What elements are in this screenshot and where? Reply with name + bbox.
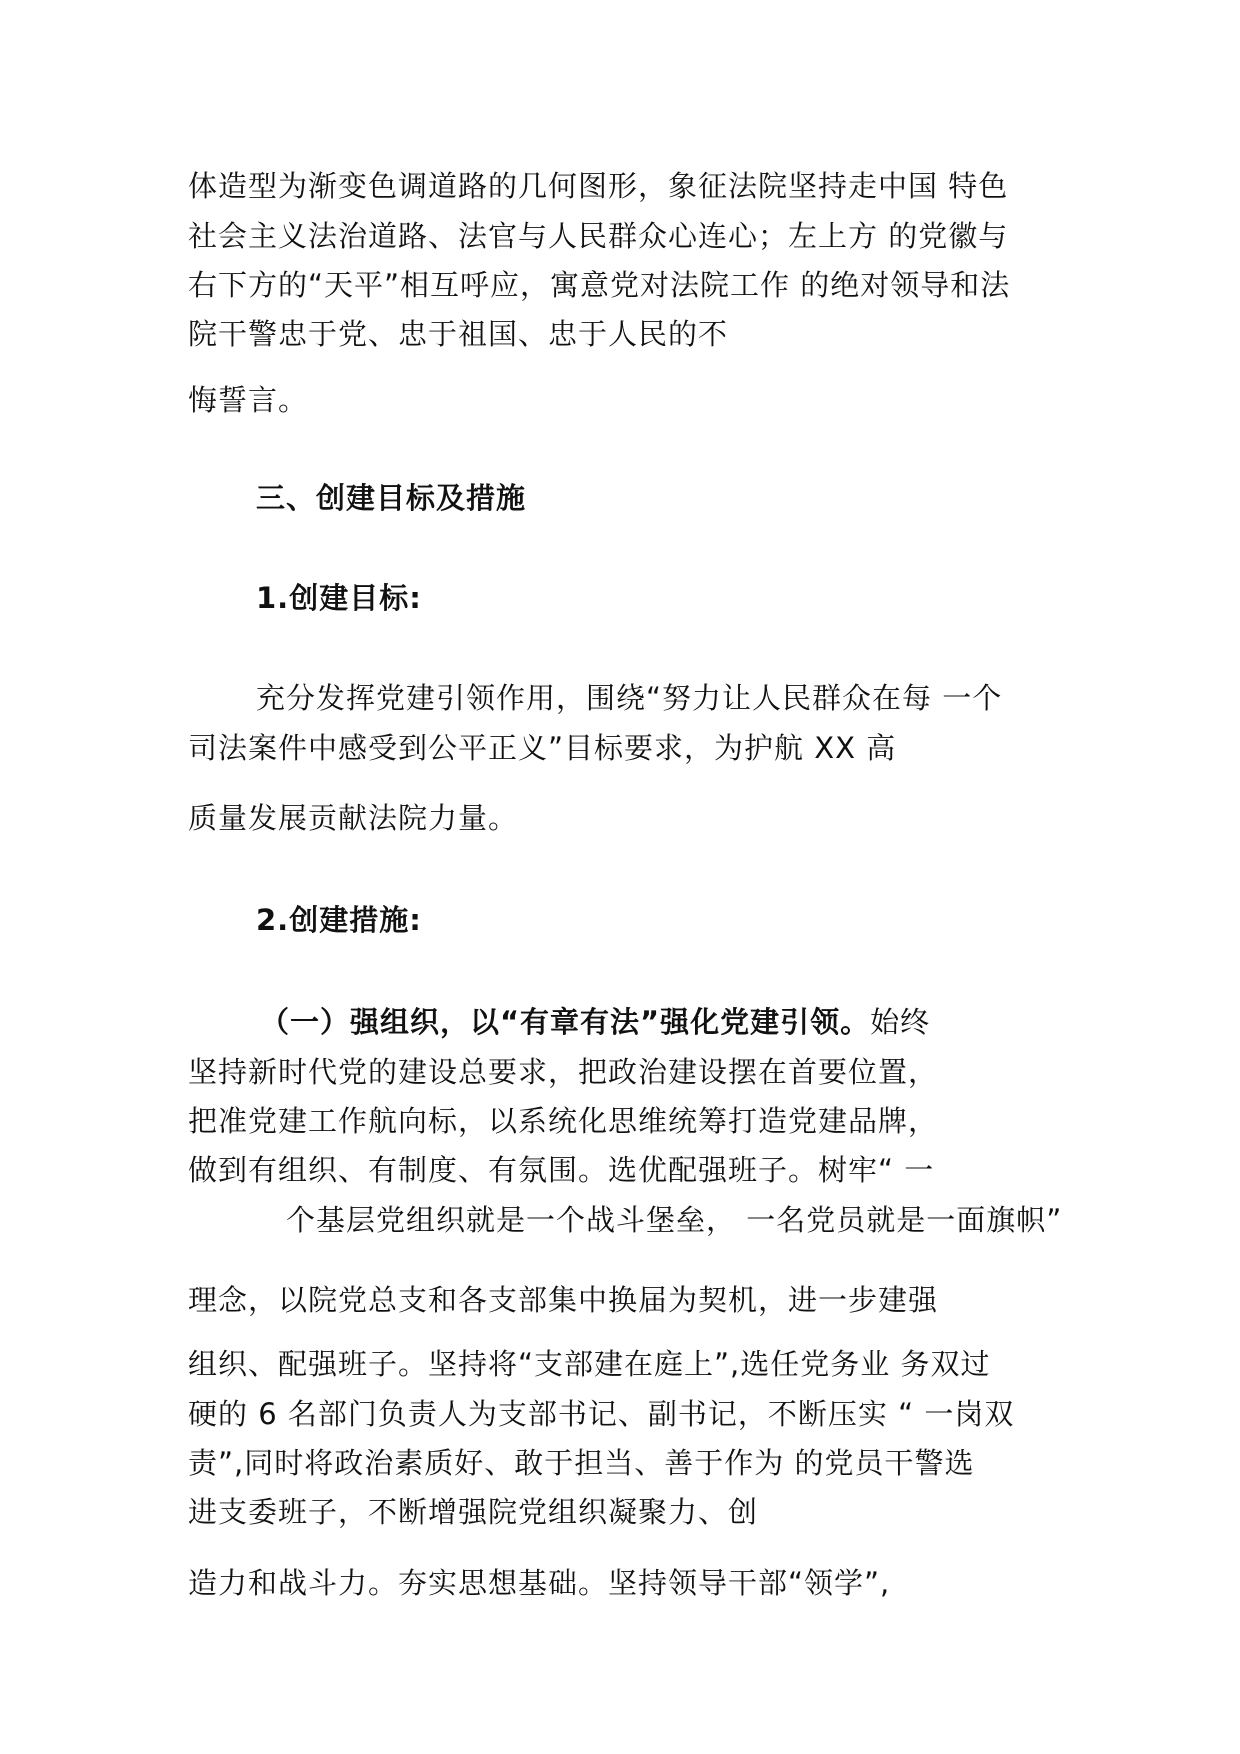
paragraph-line: 体造型为渐变色调道路的几何图形，象征法院坚持走中国 特色 <box>188 169 1009 203</box>
paragraph-line: 个基层党组织就是一个战斗堡垒， 一名党员就是一面旗帜” <box>286 1203 1063 1237</box>
measure-item-tail: 始终 <box>870 1005 931 1039</box>
paragraph-line: 造力和战斗力。夯实思想基础。坚持领导干部“领学”, <box>188 1566 891 1600</box>
subsection-heading: 2.创建措施: <box>256 903 422 937</box>
measure-item-first-line <box>260 1002 930 1042</box>
paragraph-line: 把准党建工作航向标，以系统化思维统筹打造党建品牌， <box>188 1104 939 1138</box>
paragraph-line: 进支委班子，不断增强院党组织凝聚力、创 <box>188 1495 759 1529</box>
section-heading: 三、创建目标及措施 <box>256 481 527 515</box>
paragraph-line: 坚持新时代党的建设总要求，把政治建设摆在首要位置， <box>188 1055 939 1089</box>
paragraph-line: 理念，以院党总支和各支部集中换届为契机，进一步建强 <box>188 1283 939 1317</box>
paragraph-line: 院干警忠于党、忠于祖国、忠于人民的不 <box>188 317 729 351</box>
paragraph-line: 组织、配强班子。坚持将“支部建在庭上”,选任党务业 务双过 <box>188 1347 991 1381</box>
paragraph-line: 做到有组织、有制度、有氛围。选优配强班子。树牢“ 一 <box>188 1153 935 1187</box>
subsection-heading: 1.创建目标: <box>256 581 422 615</box>
measure-item-title: （一）强组织，以“有章有法”强化党建引领。 <box>260 1005 871 1039</box>
paragraph-line: 右下方的“天平”相互呼应，寓意党对法院工作 的绝对领导和法 <box>188 268 1011 302</box>
paragraph-line: 硬的 6 名部门负责人为支部书记、副书记，不断压实 “ 一岗双 <box>188 1397 1015 1431</box>
paragraph-line: 社会主义法治道路、法官与人民群众心连心；左上方 的党徽与 <box>188 219 1009 253</box>
paragraph-line: 质量发展贡献法院力量。 <box>188 801 519 835</box>
paragraph-line: 充分发挥党建引领作用，围绕“努力让人民群众在每 一个 <box>256 681 1003 715</box>
paragraph-line: 司法案件中感受到公平正义”目标要求，为护航 XX 高 <box>188 731 897 765</box>
paragraph-line: 责”,同时将政治素质好、敢于担当、善于作为 的党员干警选 <box>188 1446 975 1480</box>
paragraph-line: 悔誓言。 <box>188 383 309 417</box>
